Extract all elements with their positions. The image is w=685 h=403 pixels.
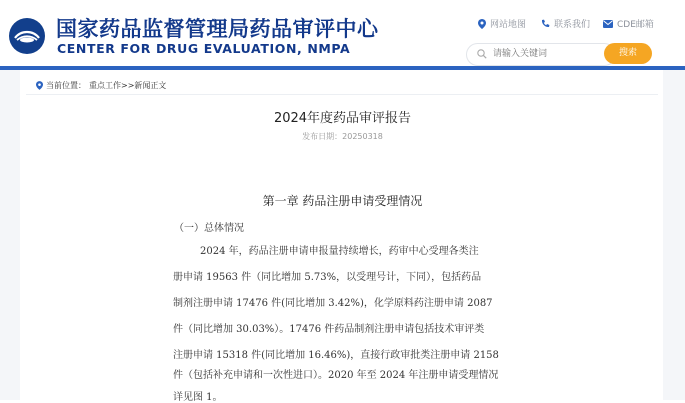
breadcrumb-path[interactable]: 重点工作>>新闻正文 (89, 81, 167, 90)
site-map-link[interactable] (478, 17, 526, 30)
site-map-label: 网站地图 (490, 20, 527, 30)
cde-mail-label: CDE邮箱 (617, 20, 654, 30)
mail-icon (603, 20, 613, 28)
breadcrumb (36, 80, 166, 91)
search-input[interactable] (493, 46, 593, 62)
cde-mail-link[interactable] (603, 17, 654, 30)
location-pin-icon (36, 81, 43, 90)
cde-logo[interactable] (9, 18, 45, 54)
search-box (466, 43, 616, 66)
paragraph-line: 件（包括补充申请和一次性进口）。2020 年至 2024 年注册申请受理情况 (173, 370, 499, 381)
paragraph-line: 详见图 1。 (173, 392, 223, 403)
paragraph-line: 册申请 19563 件（同比增加 5.73%，以受理号计，下同），包括药品 (173, 272, 482, 283)
site-title-cn: 国家药品监督管理局药品审评中心 (56, 17, 379, 41)
paragraph-line: 制剂注册申请 17476 件(同比增加 3.42%)，化学原料药注册申请 2087 (173, 298, 493, 309)
search-icon (477, 49, 487, 59)
paragraph-line: 2024 年，药品注册申请申报量持续增长，药审中心受理各类注 (200, 246, 479, 257)
section-heading: （一）总体情况 (174, 223, 244, 234)
site-title-en: CENTER FOR DRUG EVALUATION, NMPA (57, 41, 351, 56)
logo-emblem-icon (9, 18, 45, 54)
site-header (0, 0, 685, 66)
publish-date: 发布日期：20250318 (302, 132, 383, 141)
location-pin-icon (478, 19, 486, 29)
contact-link[interactable] (541, 17, 590, 30)
content-divider (26, 94, 658, 95)
paragraph-line: 件（同比增加 30.03%）。17476 件药品制剂注册申请包括技术审评类 (173, 324, 485, 335)
article-title: 2024年度药品审评报告 (273, 111, 412, 126)
contact-label: 联系我们 (554, 20, 591, 30)
search-button[interactable]: 搜索 (604, 43, 652, 64)
chapter-heading: 第一章 药品注册申请受理情况 (262, 194, 423, 208)
phone-icon (541, 19, 550, 28)
paragraph-line: 注册申请 15318 件(同比增加 16.46%)，直接行政审批类注册申请 2158 (173, 350, 499, 361)
breadcrumb-prefix: 当前位置： (46, 81, 86, 90)
header-rule (0, 66, 685, 70)
